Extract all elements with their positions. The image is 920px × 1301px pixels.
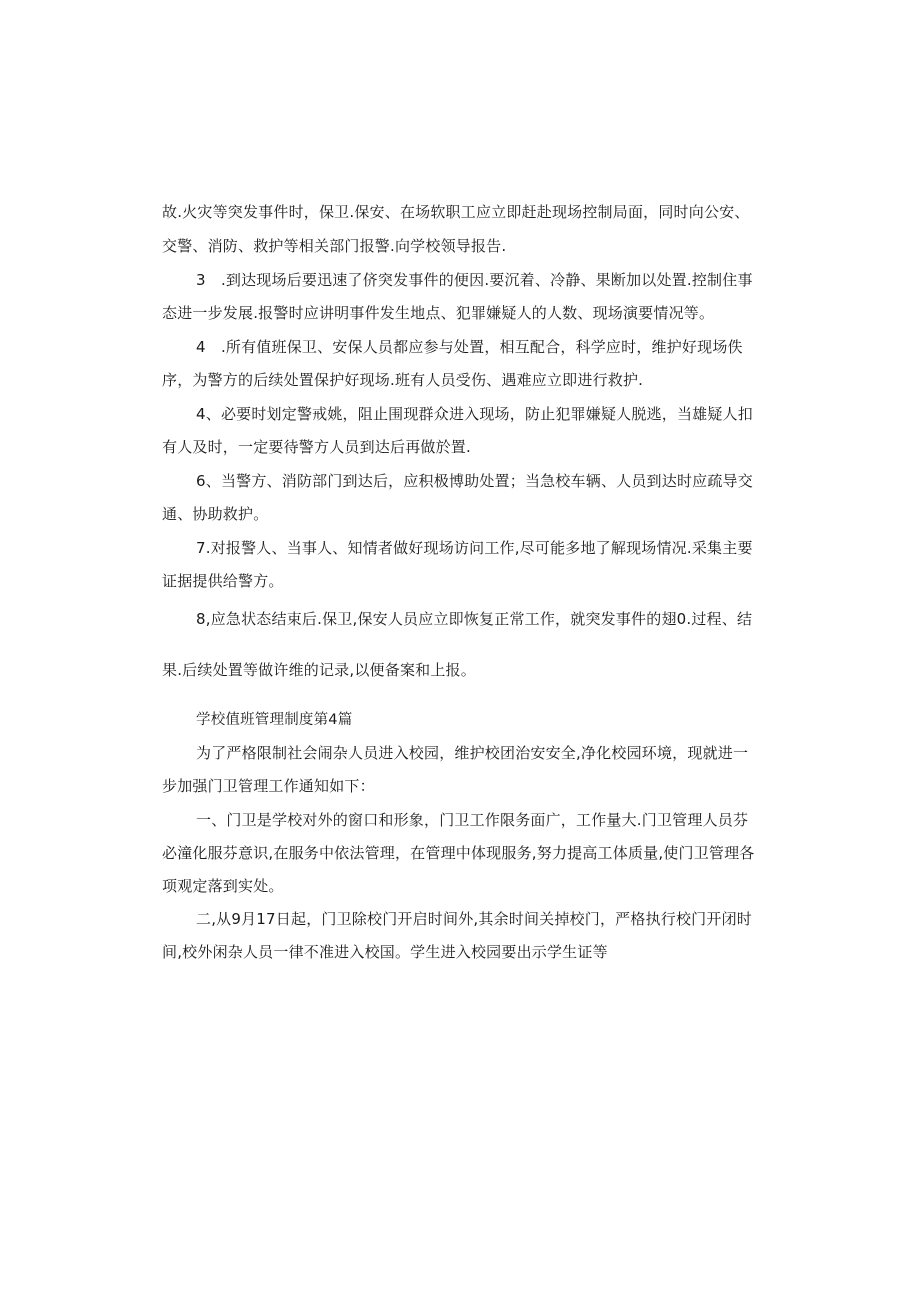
intro-line-2: 步加强门卫管理工作通知如下： (162, 777, 375, 795)
list-item-4b-line-1: 4、必要时划定警戒姚，阻止围现群众进入现场，防止犯罪嫌疑人脱逃，当雄疑人扣 (196, 405, 753, 423)
intro-line-1: 为了严格限制社会闹杂人员进入校园，维护校团治安安全,净化校园环境，现就进一 (196, 744, 749, 762)
list-item-8-line-1: 8,应急状态结束后.保卫,保安人员应立即恢复正常工作，就突发事件的翅0.过程、结 (196, 610, 753, 628)
list-item-4b-line-2: 有人及时，一定要待警方人员到达后再做於置. (162, 438, 471, 456)
list-item-7-line-1: 7.对报警人、当事人、知情者做好现场访问工作,尽可能多地了解现场情况.采集主要 (196, 539, 753, 557)
text-line: 故.火灾等突发事件时，保卫.保安、在场软职工应立即赶赴现场控制局面，同时向公安、 (162, 203, 750, 221)
list-item-6-line-2: 通、协助救护。 (162, 505, 269, 523)
list-item-6-line-1: 6、当警方、消防部门到达后，应积极博助处置；当急校车辆、人员到达时应疏导交 (196, 472, 753, 490)
clause-1-line-2: 必潼化服芬意识,在服务中依法管理，在管理中体现服务,努力提高工体质量,使门卫管理各 (162, 844, 755, 862)
list-item-3-line-2: 态进一步发展.报警时应讲明事件发生地点、犯罪嫌疑人的人数、现场演要情况等。 (162, 304, 715, 322)
clause-2-line-2: 间,校外闲杂人员一律不准进入校国。学生进入校园要出示学生证等 (162, 943, 608, 961)
clause-1-line-1: 一、门卫是学校对外的窗口和形象，门卫工作限务面广，工作量大.门卫管理人员芬 (196, 811, 749, 829)
list-item-3-line-1: 3 .到达现场后要迅速了侪突发事件的便因.要沉着、冷静、果断加以处置.控制住事 (196, 271, 753, 289)
section-heading: 学校值班管理制度第4篇 (196, 712, 353, 728)
clause-2-line-1: 二,从9月17日起，门卫除校门开启时间外,其余时间关掉校门，严格执行校门开闭时 (196, 910, 752, 928)
list-item-7-line-2: 证据提供给警方。 (162, 572, 284, 590)
clause-1-line-3: 项观定落到实处。 (162, 877, 284, 895)
list-item-4-line-1: 4 .所有值班保卫、安保人员都应参与处置，相互配合，科学应时，维护好现场佚 (196, 338, 743, 356)
list-item-8-line-2: 果.后续处置等做许维的记录,以便备案和上报。 (162, 661, 476, 679)
text-line: 交警、消防、救护等相关部门报警.向学校领导报告. (162, 237, 507, 255)
list-item-4-line-2: 序，为警方的后续处置保护好现场.班有人员受伤、遇难应立即进行救护. (162, 371, 644, 389)
